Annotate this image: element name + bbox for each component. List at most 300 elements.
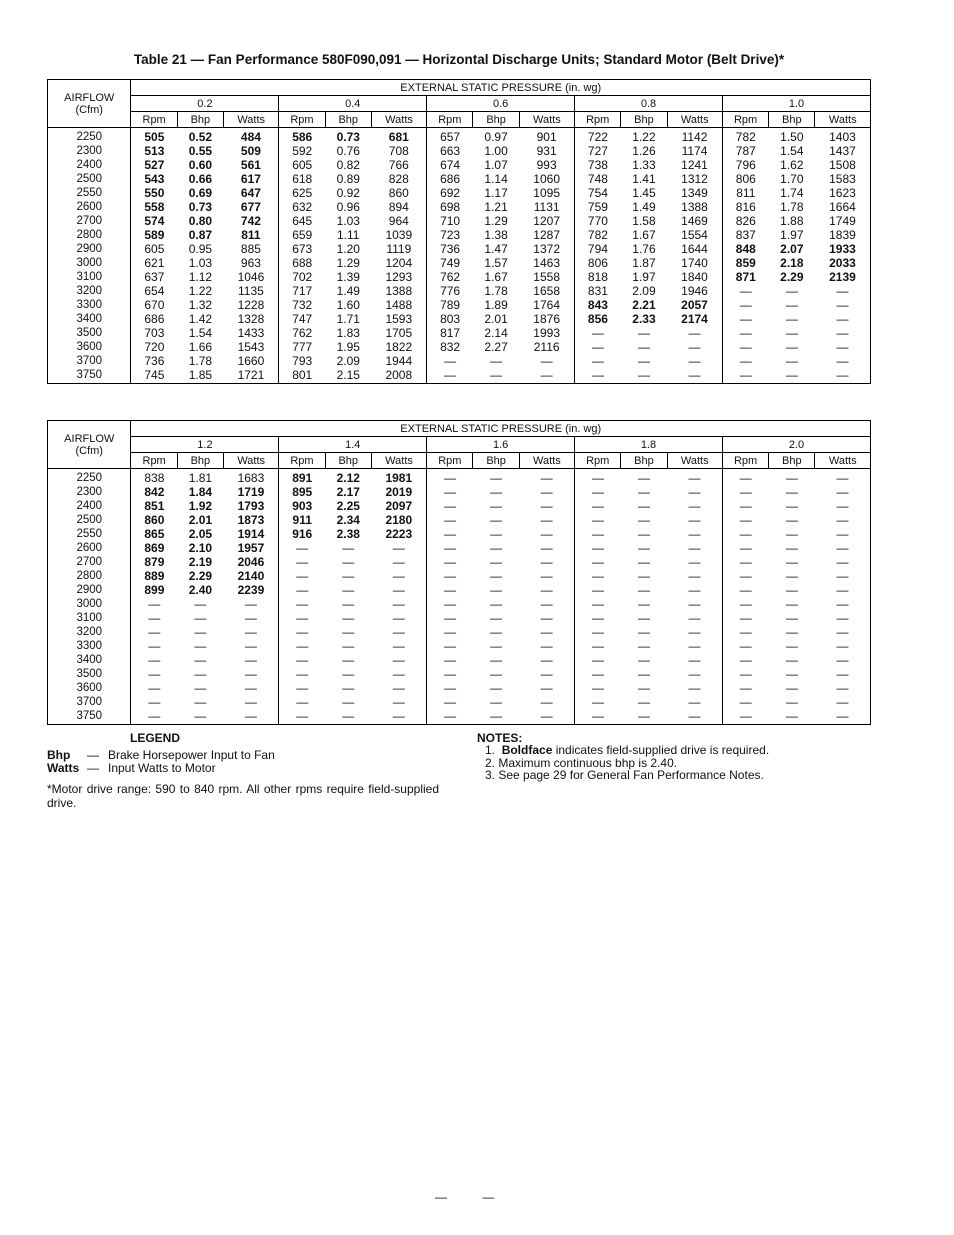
table-cell: 1.33 xyxy=(632,158,656,172)
table-cell: — xyxy=(688,695,701,709)
table-cell: 673 xyxy=(279,242,325,256)
table-cell: — xyxy=(637,653,650,667)
table-cell: 2057 xyxy=(681,298,708,312)
table-cell: 889 xyxy=(144,569,165,583)
table-cell: — xyxy=(490,709,503,723)
table-cell: 2097 xyxy=(385,499,413,513)
table-cell: 801 xyxy=(279,368,325,384)
rpm-column-header: Rpm xyxy=(722,453,768,469)
table-cell: — xyxy=(342,667,355,681)
table-cell: 964 xyxy=(388,214,409,228)
pressure-header: 0.4 xyxy=(279,96,427,112)
table-cell: — xyxy=(785,340,798,354)
table-cell: 621 xyxy=(144,256,165,270)
table-cell: 1.26 xyxy=(632,144,656,158)
pressure-header: 1.6 xyxy=(427,437,575,453)
airflow-cell: 2400 xyxy=(48,158,131,172)
table-cell: 509 xyxy=(240,144,261,158)
table-cell: — xyxy=(688,569,701,583)
table-cell: 787 xyxy=(722,144,768,158)
airflow-label: AIRFLOW xyxy=(64,432,115,445)
table-cell: 1593 xyxy=(385,312,413,326)
table-cell: 2.18 xyxy=(780,256,804,270)
table-cell: 1.54 xyxy=(780,144,804,158)
table-cell: — xyxy=(490,639,503,653)
watts-column-header: Watts xyxy=(519,112,574,128)
table-cell: — xyxy=(342,709,355,723)
table-cell: 0.55 xyxy=(188,144,213,158)
table-cell: — xyxy=(244,639,257,653)
table-cell: 692 xyxy=(427,186,473,200)
page-number: — — xyxy=(435,1190,511,1204)
watts-column-header: Watts xyxy=(667,453,722,469)
table-cell: — xyxy=(427,513,473,527)
table-cell: — xyxy=(540,667,553,681)
table-cell: — xyxy=(490,541,503,555)
table-cell: 838 xyxy=(144,471,165,485)
table-cell: — xyxy=(575,485,621,499)
airflow-cell: 2250 xyxy=(48,469,131,486)
table-cell: 1.12 xyxy=(188,270,213,284)
table-cell: 0.69 xyxy=(188,186,213,200)
table-cell: 2033 xyxy=(829,256,856,270)
table-cell: — xyxy=(637,340,650,354)
table-cell: — xyxy=(785,513,798,527)
table-cell: 0.73 xyxy=(188,200,213,214)
pressure-header: 1.0 xyxy=(722,96,870,112)
notes-title: NOTES: xyxy=(477,731,523,745)
table-cell: 1876 xyxy=(533,312,560,326)
note-1-bold: Boldface xyxy=(501,743,553,757)
table-cell: 1721 xyxy=(237,368,265,382)
table-cell: — xyxy=(637,611,650,625)
table-cell: — xyxy=(688,639,701,653)
table-cell: — xyxy=(722,284,768,298)
table-cell: — xyxy=(836,681,849,695)
table-cell: — xyxy=(575,368,621,384)
table-cell: 1664 xyxy=(829,200,856,214)
table-cell: 484 xyxy=(240,130,261,144)
watts-column-header: Watts xyxy=(224,453,279,469)
table-cell: 2008 xyxy=(385,368,413,382)
table-cell: 899 xyxy=(144,583,165,597)
fan-performance-table-2 xyxy=(47,420,871,725)
table-cell: — xyxy=(688,485,701,499)
table-cell: 736 xyxy=(427,242,473,256)
table-cell: 1328 xyxy=(237,312,265,326)
table-cell: 776 xyxy=(427,284,473,298)
table-cell: — xyxy=(427,611,473,625)
table-cell: 1.32 xyxy=(188,298,213,312)
table-cell: — xyxy=(194,597,207,611)
table-cell: 1.39 xyxy=(336,270,360,284)
table-cell: 762 xyxy=(427,270,473,284)
bhp-column-header: Bhp xyxy=(769,112,815,128)
table-cell: — xyxy=(575,541,621,555)
table-cell: — xyxy=(575,555,621,569)
table-cell: 1.66 xyxy=(188,340,213,354)
table-cell: — xyxy=(575,513,621,527)
rpm-column-header: Rpm xyxy=(427,112,473,128)
table-cell: — xyxy=(427,485,473,499)
table-row xyxy=(48,172,871,186)
table-cell: — xyxy=(392,569,405,583)
table-cell: 1740 xyxy=(681,256,708,270)
table-cell: — xyxy=(540,597,553,611)
table-cell: — xyxy=(688,326,701,340)
table-cell: 717 xyxy=(279,284,325,298)
bhp-column-header: Bhp xyxy=(177,112,223,128)
table-cell: — xyxy=(575,527,621,541)
table-cell: — xyxy=(540,611,553,625)
table-cell: 1705 xyxy=(385,326,413,340)
bhp-column-header: Bhp xyxy=(473,453,519,469)
table-cell: 794 xyxy=(575,242,621,256)
table-cell: — xyxy=(490,471,503,485)
table-cell: — xyxy=(427,555,473,569)
table-cell: — xyxy=(836,485,849,499)
rpm-column-header: Rpm xyxy=(279,112,325,128)
table-cell: — xyxy=(785,681,798,695)
table-row xyxy=(48,555,871,569)
table-cell: 2.07 xyxy=(780,242,804,256)
table-cell: — xyxy=(194,667,207,681)
table-cell: — xyxy=(722,340,768,354)
table-cell: — xyxy=(279,681,325,695)
table-cell: 558 xyxy=(144,200,165,214)
table-cell: 2.14 xyxy=(484,326,508,340)
note-1-number: 1. xyxy=(485,743,496,757)
table-cell: 1719 xyxy=(237,485,265,499)
table-cell: — xyxy=(490,499,503,513)
table-cell: 659 xyxy=(279,228,325,242)
table-cell: — xyxy=(279,709,325,725)
table-cell: 782 xyxy=(722,128,768,145)
table-cell: — xyxy=(836,583,849,597)
rpm-column-header: Rpm xyxy=(131,453,177,469)
table-cell: 1.70 xyxy=(780,172,804,186)
table-cell: — xyxy=(836,284,849,298)
table-cell: — xyxy=(392,709,405,723)
cfm-label: (Cfm) xyxy=(75,103,103,116)
table-row xyxy=(48,214,871,228)
table-title: Table 21 — Fan Performance 580F090,091 — Horizontal Discharge Units; Standard Motor (Belt Drive)* xyxy=(133,52,785,67)
table-cell: 1658 xyxy=(533,284,560,298)
table-cell: — xyxy=(490,653,503,667)
table-cell: 1644 xyxy=(681,242,708,256)
table-cell: 869 xyxy=(144,541,165,555)
table-cell: — xyxy=(540,541,553,555)
airflow-cell: 2500 xyxy=(48,172,131,186)
table-cell: 1623 xyxy=(829,186,856,200)
airflow-cell: 3100 xyxy=(48,270,131,284)
table-cell: — xyxy=(575,667,621,681)
table-cell: 859 xyxy=(722,256,768,270)
pressure-header: 0.2 xyxy=(131,96,279,112)
table-cell: — xyxy=(722,667,768,681)
table-cell: 1.62 xyxy=(780,158,804,172)
table-cell: 2.01 xyxy=(484,312,508,326)
table-cell: — xyxy=(637,597,650,611)
table-cell: — xyxy=(342,597,355,611)
table-cell: 1228 xyxy=(237,298,265,312)
table-cell: — xyxy=(688,354,701,368)
table-cell: — xyxy=(836,326,849,340)
table-cell: 891 xyxy=(279,469,325,486)
table-cell: — xyxy=(688,597,701,611)
table-cell: — xyxy=(427,469,473,486)
table-cell: 0.82 xyxy=(336,158,360,172)
rpm-column-header: Rpm xyxy=(131,112,177,128)
table-cell: 1.00 xyxy=(484,144,508,158)
table-row xyxy=(48,597,871,611)
table-cell: — xyxy=(427,597,473,611)
table-cell: — xyxy=(785,326,798,340)
table-cell: 592 xyxy=(279,144,325,158)
table-cell: — xyxy=(785,471,798,485)
table-cell: — xyxy=(785,583,798,597)
table-cell: — xyxy=(637,368,650,382)
table-cell: 993 xyxy=(536,158,557,172)
table-cell: 605 xyxy=(279,158,325,172)
bhp-column-header: Bhp xyxy=(769,453,815,469)
table-cell: — xyxy=(836,569,849,583)
table-cell: — xyxy=(540,499,553,513)
airflow-cell: 3700 xyxy=(48,354,131,368)
fan-performance-table-1 xyxy=(47,79,871,384)
table-row xyxy=(48,541,871,555)
table-cell: — xyxy=(540,485,553,499)
legend-bhp-dash: — xyxy=(87,748,99,762)
airflow-cell: 2550 xyxy=(48,527,131,541)
table-cell: 1839 xyxy=(829,228,856,242)
table-cell: — xyxy=(575,583,621,597)
table-row xyxy=(48,312,871,326)
table-cell: 1.29 xyxy=(336,256,360,270)
esp-header: EXTERNAL STATIC PRESSURE (in. wg) xyxy=(131,421,871,437)
table-cell: — xyxy=(722,527,768,541)
table-cell: 1.57 xyxy=(484,256,508,270)
table-cell: 1.03 xyxy=(336,214,360,228)
table-cell: — xyxy=(148,653,161,667)
table-cell: — xyxy=(637,471,650,485)
airflow-header xyxy=(48,80,131,128)
table-cell: 1349 xyxy=(681,186,708,200)
table-cell: 2.19 xyxy=(188,555,213,569)
table-cell: 766 xyxy=(388,158,409,172)
table-cell: — xyxy=(427,354,473,368)
table-cell: 1174 xyxy=(681,144,708,158)
table-cell: — xyxy=(490,695,503,709)
table-cell: — xyxy=(637,681,650,695)
table-cell: 828 xyxy=(388,172,409,186)
table-cell: 1.78 xyxy=(484,284,508,298)
table-row xyxy=(48,368,871,384)
table-cell: 2139 xyxy=(829,270,856,284)
table-cell: — xyxy=(688,340,701,354)
table-cell: — xyxy=(836,555,849,569)
table-cell: 1046 xyxy=(237,270,265,284)
table-cell: — xyxy=(836,695,849,709)
table-cell: — xyxy=(279,541,325,555)
table-cell: 1.97 xyxy=(780,228,804,242)
table-cell: — xyxy=(785,667,798,681)
table-row xyxy=(48,469,871,486)
legend-watts xyxy=(47,761,216,775)
table-cell: 748 xyxy=(575,172,621,186)
watts-column-header: Watts xyxy=(815,453,871,469)
table-cell: 1.58 xyxy=(632,214,656,228)
table-row xyxy=(48,681,871,695)
table-cell: — xyxy=(392,653,405,667)
table-cell: 1822 xyxy=(385,340,413,354)
table-cell: 2.09 xyxy=(632,284,656,298)
table-cell: — xyxy=(392,695,405,709)
watts-column-header: Watts xyxy=(519,453,574,469)
table-cell: 1463 xyxy=(533,256,560,270)
airflow-cell: 3300 xyxy=(48,639,131,653)
table-cell: — xyxy=(722,513,768,527)
table-cell: 2174 xyxy=(681,312,708,326)
table-cell: — xyxy=(785,695,798,709)
table-cell: 865 xyxy=(144,527,165,541)
table-cell: 698 xyxy=(427,200,473,214)
table-cell: 2.29 xyxy=(188,569,213,583)
table-row xyxy=(48,326,871,340)
table-cell: — xyxy=(836,597,849,611)
table-cell: — xyxy=(688,555,701,569)
rpm-column-header: Rpm xyxy=(722,112,768,128)
table-cell: 837 xyxy=(722,228,768,242)
airflow-cell: 3200 xyxy=(48,625,131,639)
table-cell: 647 xyxy=(240,186,261,200)
table-cell: 1.95 xyxy=(336,340,360,354)
table-cell: 654 xyxy=(144,284,165,298)
airflow-cell: 3750 xyxy=(48,709,131,725)
table-cell: 738 xyxy=(575,158,621,172)
table-cell: 1.89 xyxy=(484,298,508,312)
bhp-column-header: Bhp xyxy=(621,453,667,469)
table-cell: — xyxy=(688,499,701,513)
table-cell: 803 xyxy=(427,312,473,326)
table-cell: — xyxy=(427,639,473,653)
table-cell: — xyxy=(785,298,798,312)
table-row xyxy=(48,200,871,214)
airflow-cell: 3400 xyxy=(48,312,131,326)
table-cell: 505 xyxy=(144,130,165,144)
table-cell: 1933 xyxy=(829,242,856,256)
table-cell: 1.47 xyxy=(484,242,508,256)
table-cell: 789 xyxy=(427,298,473,312)
table-row xyxy=(48,186,871,200)
airflow-cell: 2900 xyxy=(48,242,131,256)
table-cell: — xyxy=(427,667,473,681)
airflow-cell: 3500 xyxy=(48,667,131,681)
table-cell: 860 xyxy=(144,513,165,527)
table-cell: 1207 xyxy=(533,214,560,228)
table-cell: 848 xyxy=(722,242,768,256)
table-cell: 831 xyxy=(575,284,621,298)
table-cell: — xyxy=(279,611,325,625)
airflow-cell: 2700 xyxy=(48,555,131,569)
table-row xyxy=(48,354,871,368)
table-cell: 1.54 xyxy=(188,326,213,340)
table-cell: 1.50 xyxy=(780,130,804,144)
table-cell: — xyxy=(392,681,405,695)
table-cell: 826 xyxy=(722,214,768,228)
table-cell: — xyxy=(836,527,849,541)
table-cell: 818 xyxy=(575,270,621,284)
table-cell: — xyxy=(836,667,849,681)
table-row xyxy=(48,340,871,354)
table-cell: — xyxy=(722,653,768,667)
table-cell: 1957 xyxy=(237,541,265,555)
table-cell: 0.60 xyxy=(188,158,213,172)
airflow-cell: 2300 xyxy=(48,144,131,158)
table-cell: — xyxy=(722,312,768,326)
watts-column-header: Watts xyxy=(371,112,426,128)
table-cell: — xyxy=(342,611,355,625)
table-row xyxy=(48,284,871,298)
table-cell: 894 xyxy=(388,200,409,214)
table-row xyxy=(48,298,871,312)
table-cell: — xyxy=(722,611,768,625)
table-cell: — xyxy=(279,667,325,681)
table-cell: — xyxy=(722,541,768,555)
table-cell: 1293 xyxy=(385,270,413,284)
airflow-cell: 2600 xyxy=(48,541,131,555)
table-cell: 1554 xyxy=(681,228,708,242)
table-cell: — xyxy=(148,625,161,639)
table-cell: 0.52 xyxy=(188,130,213,144)
airflow-cell: 3750 xyxy=(48,368,131,384)
table-cell: — xyxy=(637,485,650,499)
table-cell: 1060 xyxy=(533,172,560,186)
table-cell: — xyxy=(490,368,503,382)
table-cell: — xyxy=(244,681,257,695)
table-cell: 1.78 xyxy=(780,200,804,214)
table-cell: — xyxy=(392,639,405,653)
table-cell: 0.97 xyxy=(484,130,508,144)
table-cell: 681 xyxy=(388,130,409,144)
table-cell: — xyxy=(575,653,621,667)
table-cell: 0.96 xyxy=(336,200,360,214)
table-cell: 586 xyxy=(279,128,325,145)
table-cell: 895 xyxy=(279,485,325,499)
table-row xyxy=(48,583,871,597)
table-cell: 1.14 xyxy=(484,172,508,186)
table-row xyxy=(48,527,871,541)
table-cell: — xyxy=(722,354,768,368)
table-cell: 1241 xyxy=(681,158,708,172)
table-cell: 2.21 xyxy=(632,298,656,312)
table-cell: 1981 xyxy=(385,471,413,485)
table-cell: — xyxy=(244,695,257,709)
table-cell: 885 xyxy=(240,242,261,256)
table-cell: — xyxy=(279,569,325,583)
airflow-cell: 3300 xyxy=(48,298,131,312)
table-cell: 736 xyxy=(144,354,165,368)
table-cell: 1873 xyxy=(237,513,265,527)
airflow-cell: 3000 xyxy=(48,256,131,270)
table-cell: 1.41 xyxy=(632,172,656,186)
table-cell: — xyxy=(722,709,768,725)
table-cell: 903 xyxy=(279,499,325,513)
airflow-cell: 2900 xyxy=(48,583,131,597)
table-cell: 1.81 xyxy=(188,471,213,485)
table-cell: — xyxy=(490,667,503,681)
table-cell: — xyxy=(637,499,650,513)
